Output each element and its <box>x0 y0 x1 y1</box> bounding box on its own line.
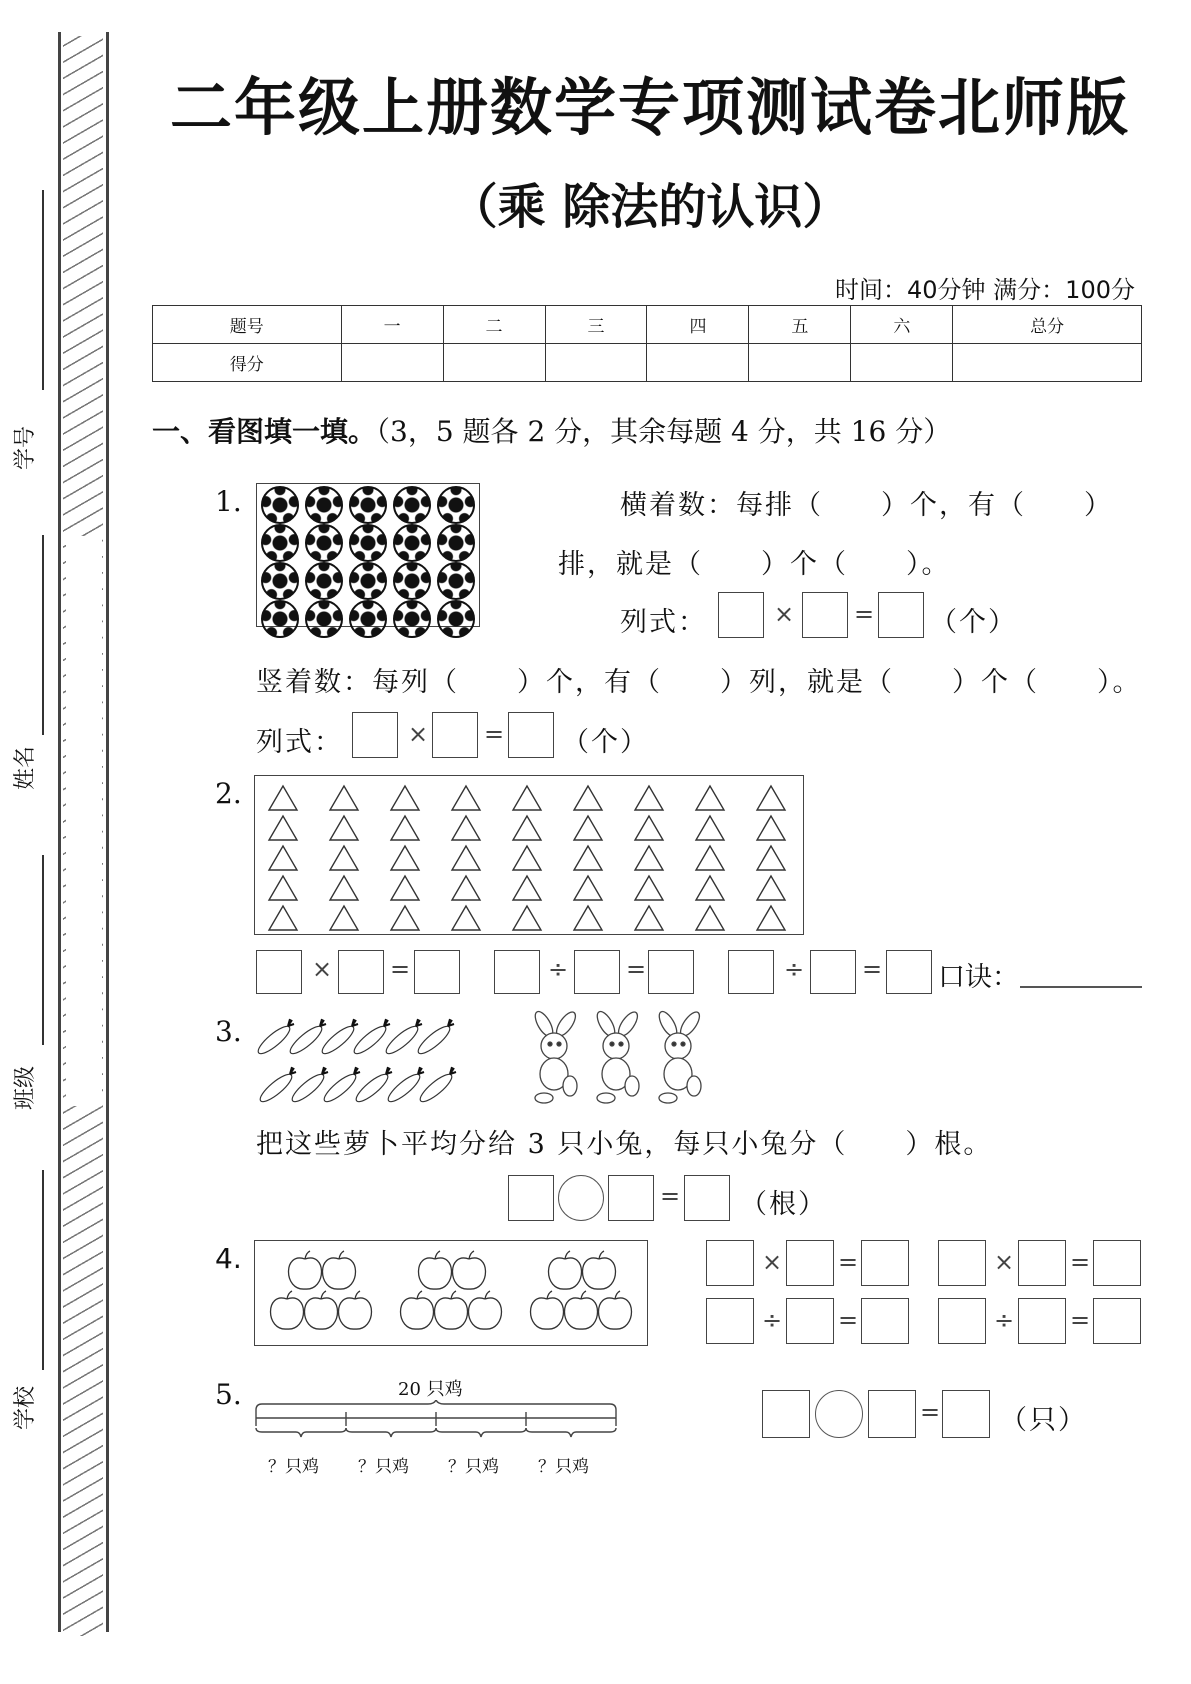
class-label: 班级 <box>13 1065 38 1110</box>
divide-sign: ÷ <box>762 1306 783 1334</box>
answer-box[interactable] <box>432 712 478 758</box>
column-header: 总分 <box>953 306 1142 344</box>
section-note: （3，5 题各 2 分，其余每题 4 分，共 16 分） <box>376 415 952 448</box>
soccer-ball-icon <box>261 562 299 600</box>
soccer-ball-icon <box>305 562 343 600</box>
answer-box[interactable] <box>706 1240 754 1286</box>
equals-sign: = <box>920 1398 941 1426</box>
equals-sign: = <box>838 1306 859 1334</box>
answer-box[interactable] <box>938 1240 986 1286</box>
answer-box[interactable] <box>706 1298 754 1344</box>
page-subtitle: （乘 除法的认识） <box>449 179 851 235</box>
segment-diagram <box>252 1400 624 1448</box>
answer-box[interactable] <box>861 1240 909 1286</box>
rabbits-picture <box>520 1010 710 1110</box>
unit-label: （只） <box>1000 1405 1087 1436</box>
answer-box[interactable] <box>868 1390 916 1438</box>
score-cell[interactable] <box>647 344 749 382</box>
answer-box[interactable] <box>574 950 620 994</box>
equals-sign: = <box>484 720 505 748</box>
soccer-ball-icon <box>393 562 431 600</box>
answer-box[interactable] <box>786 1240 834 1286</box>
column-header: 四 <box>647 306 749 344</box>
answer-box[interactable] <box>942 1390 990 1438</box>
soccer-ball-icon <box>261 486 299 524</box>
score-cell[interactable] <box>443 344 545 382</box>
soccer-ball-icon <box>261 524 299 562</box>
carrots-picture <box>252 1010 472 1110</box>
equals-sign: = <box>1070 1306 1091 1334</box>
operator-circle[interactable] <box>815 1390 863 1438</box>
column-header: 五 <box>749 306 851 344</box>
equals-sign: = <box>626 955 647 983</box>
times-sign: × <box>312 955 333 983</box>
times-sign: × <box>408 720 429 748</box>
question-number: 3. <box>215 1015 242 1048</box>
score-table <box>152 305 1142 382</box>
soccer-ball-icon <box>393 600 431 638</box>
answer-box[interactable] <box>338 950 384 994</box>
rhyme-answer-line[interactable] <box>1020 986 1142 988</box>
operator-circle[interactable] <box>558 1175 604 1221</box>
soccer-ball-icon <box>437 562 475 600</box>
answer-box[interactable] <box>762 1390 810 1438</box>
soccer-ball-icon <box>349 600 387 638</box>
question-number: 1. <box>215 485 242 518</box>
answer-box[interactable] <box>786 1298 834 1344</box>
answer-box[interactable] <box>1018 1240 1066 1286</box>
school-line <box>42 1170 44 1370</box>
answer-box[interactable] <box>810 950 856 994</box>
answer-box[interactable] <box>494 950 540 994</box>
q1-vertical-text: 竖着数：每列（ ）个，有（ ）列，就是（ ）个（ ）。 <box>256 667 1142 698</box>
apple-picture <box>254 1240 648 1346</box>
answer-box[interactable] <box>1093 1298 1141 1344</box>
part-label: ？只鸡 <box>268 1457 319 1477</box>
soccer-ball-icon <box>437 486 475 524</box>
score-cell[interactable] <box>851 344 953 382</box>
question-number: 2. <box>215 777 242 810</box>
answer-box[interactable] <box>938 1298 986 1344</box>
answer-box[interactable] <box>352 712 398 758</box>
equals-sign: = <box>1070 1248 1091 1276</box>
unit-label: （根） <box>740 1189 827 1220</box>
name-label: 姓名 <box>13 745 38 790</box>
answer-box[interactable] <box>608 1175 654 1221</box>
class-line <box>42 855 44 1045</box>
answer-box[interactable] <box>684 1175 730 1221</box>
rhyme-label: 口诀： <box>938 962 1019 993</box>
soccer-ball-icon <box>349 486 387 524</box>
formula-label: 列式： <box>620 607 707 638</box>
margin-line-left <box>58 32 61 1632</box>
section-title: 一、看图填一填。 <box>152 415 377 448</box>
margin-line-right <box>106 32 109 1632</box>
q3-question: 把这些萝卜平均分给 3 只小兔，每只小兔分（ ）根。 <box>256 1129 993 1160</box>
part-label: ？只鸡 <box>448 1457 499 1477</box>
answer-box[interactable] <box>508 1175 554 1221</box>
soccer-ball-icon <box>305 486 343 524</box>
equals-sign: = <box>390 955 411 983</box>
total-label: 20 只鸡 <box>398 1379 463 1400</box>
row-header: 题号 <box>153 306 342 344</box>
answer-box[interactable] <box>802 592 848 638</box>
exam-meta: 时间：40分钟 满分：100分 <box>835 276 1135 304</box>
q1-horizontal-text: 横着数：每排（ ）个，有（ ） <box>620 490 1113 521</box>
row-header: 得分 <box>153 344 342 382</box>
score-cell[interactable] <box>341 344 443 382</box>
triangle-grid-icon <box>255 776 803 934</box>
equals-sign: = <box>660 1182 681 1210</box>
soccer-ball-icon <box>349 524 387 562</box>
score-cell[interactable] <box>953 344 1142 382</box>
score-cell[interactable] <box>749 344 851 382</box>
score-cell[interactable] <box>545 344 647 382</box>
answer-box[interactable] <box>886 950 932 994</box>
soccer-ball-icon <box>349 562 387 600</box>
column-header: 六 <box>851 306 953 344</box>
name-line <box>42 535 44 735</box>
section-heading <box>152 410 951 450</box>
triangle-picture <box>254 775 804 935</box>
divide-sign: ÷ <box>548 955 569 983</box>
apples-icon <box>255 1241 647 1345</box>
question-number: 5. <box>215 1378 242 1411</box>
soccer-ball-icon <box>261 600 299 638</box>
part-label: ？只鸡 <box>538 1457 589 1477</box>
answer-box[interactable] <box>861 1298 909 1344</box>
q1-horizontal-text-cont: 排，就是（ ）个（ ）。 <box>558 549 951 580</box>
times-sign: × <box>762 1248 783 1276</box>
times-sign: × <box>994 1248 1015 1276</box>
part-label: ？只鸡 <box>358 1457 409 1477</box>
answer-box[interactable] <box>256 950 302 994</box>
equals-sign: = <box>838 1248 859 1276</box>
divide-sign: ÷ <box>994 1306 1015 1334</box>
soccer-ball-icon <box>305 524 343 562</box>
answer-box[interactable] <box>1093 1240 1141 1286</box>
equals-sign: = <box>862 955 883 983</box>
formula-label: 列式： <box>256 727 343 758</box>
school-label: 学校 <box>13 1385 38 1430</box>
equals-sign: = <box>854 600 875 628</box>
soccer-ball-icon <box>437 524 475 562</box>
answer-box[interactable] <box>414 950 460 994</box>
soccer-ball-icon <box>305 600 343 638</box>
student-id-label: 学号 <box>13 425 38 470</box>
question-number: 4. <box>215 1242 242 1275</box>
column-header: 二 <box>443 306 545 344</box>
divide-sign: ÷ <box>784 955 805 983</box>
soccer-ball-picture <box>256 483 480 627</box>
soccer-ball-icon <box>393 524 431 562</box>
soccer-ball-icon <box>393 486 431 524</box>
answer-box[interactable] <box>728 950 774 994</box>
times-sign: × <box>774 600 795 628</box>
student-id-line <box>42 190 44 390</box>
unit-label: （个） <box>562 727 649 758</box>
unit-label: （个） <box>930 607 1017 638</box>
answer-box[interactable] <box>1018 1298 1066 1344</box>
answer-box[interactable] <box>648 950 694 994</box>
answer-box[interactable] <box>508 712 554 758</box>
answer-box[interactable] <box>718 592 764 638</box>
soccer-ball-icon <box>437 600 475 638</box>
answer-box[interactable] <box>878 592 924 638</box>
score-table-header-row <box>153 306 1142 344</box>
column-header: 三 <box>545 306 647 344</box>
page-title: 二年级上册数学专项测试卷北师版 <box>169 71 1130 144</box>
score-table-score-row <box>153 344 1142 382</box>
column-header: 一 <box>341 306 443 344</box>
